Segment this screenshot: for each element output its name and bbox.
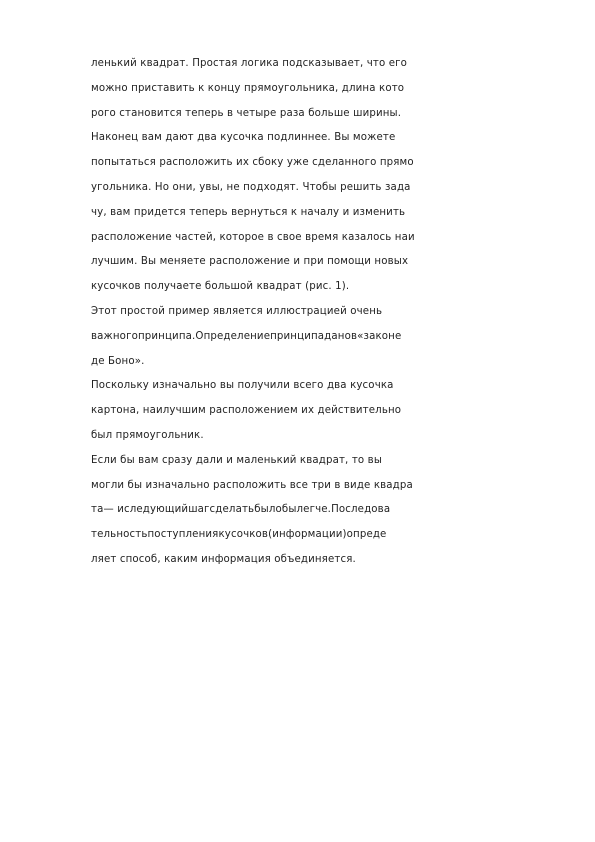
text-line: кусочков получаете большой квадрат (рис. 1). (91, 281, 350, 293)
text-line: картона, наилучшим расположением их действительно (91, 405, 402, 417)
text-line: де Боно». (91, 355, 145, 367)
text-line: Поскольку изначально вы получили всего два кусочка (91, 380, 394, 392)
text-line: Этот простой пример является иллюстрацией очень (91, 305, 383, 317)
text-line: расположение частей, которое в свое время казалось наи (91, 231, 415, 243)
text-line: ленький квадрат. Простая логика подсказывает, что его (91, 58, 408, 69)
text-line: рого становится теперь в четыре раза больше ширины. (91, 107, 402, 119)
text-line: угольника. Но они, увы, не подходят. Чтобы решить зада (91, 181, 411, 193)
body-text (91, 52, 511, 573)
text-line: важногопринципа.Определениепринципаданов«законе (91, 330, 402, 342)
text-line: чу, вам придется теперь вернуться к началу и изменить (91, 206, 406, 218)
text-line: можно приставить к концу прямоугольника, длина кото (91, 82, 405, 94)
text-line: тельностьпоступлениякусочков(информации)опреде (91, 529, 387, 541)
text-line: могли бы изначально расположить все три в виде квадра (91, 479, 413, 491)
text-line: та— иследующийшагсделатьбылобылегче.Последова (91, 504, 391, 516)
text-line: Если бы вам сразу дали и маленький квадрат, то вы (91, 454, 383, 466)
text-line: был прямоугольник. (91, 429, 204, 441)
text-line: лучшим. Вы меняете расположение и при помощи новых (91, 256, 409, 268)
text-line: ляет способ, каким информация объединяется. (91, 553, 356, 565)
text-line: Наконец вам дают два кусочка подлиннее. Вы можете (91, 132, 396, 144)
text-line: попытаться расположить их сбоку уже сделанного прямо (91, 157, 414, 169)
